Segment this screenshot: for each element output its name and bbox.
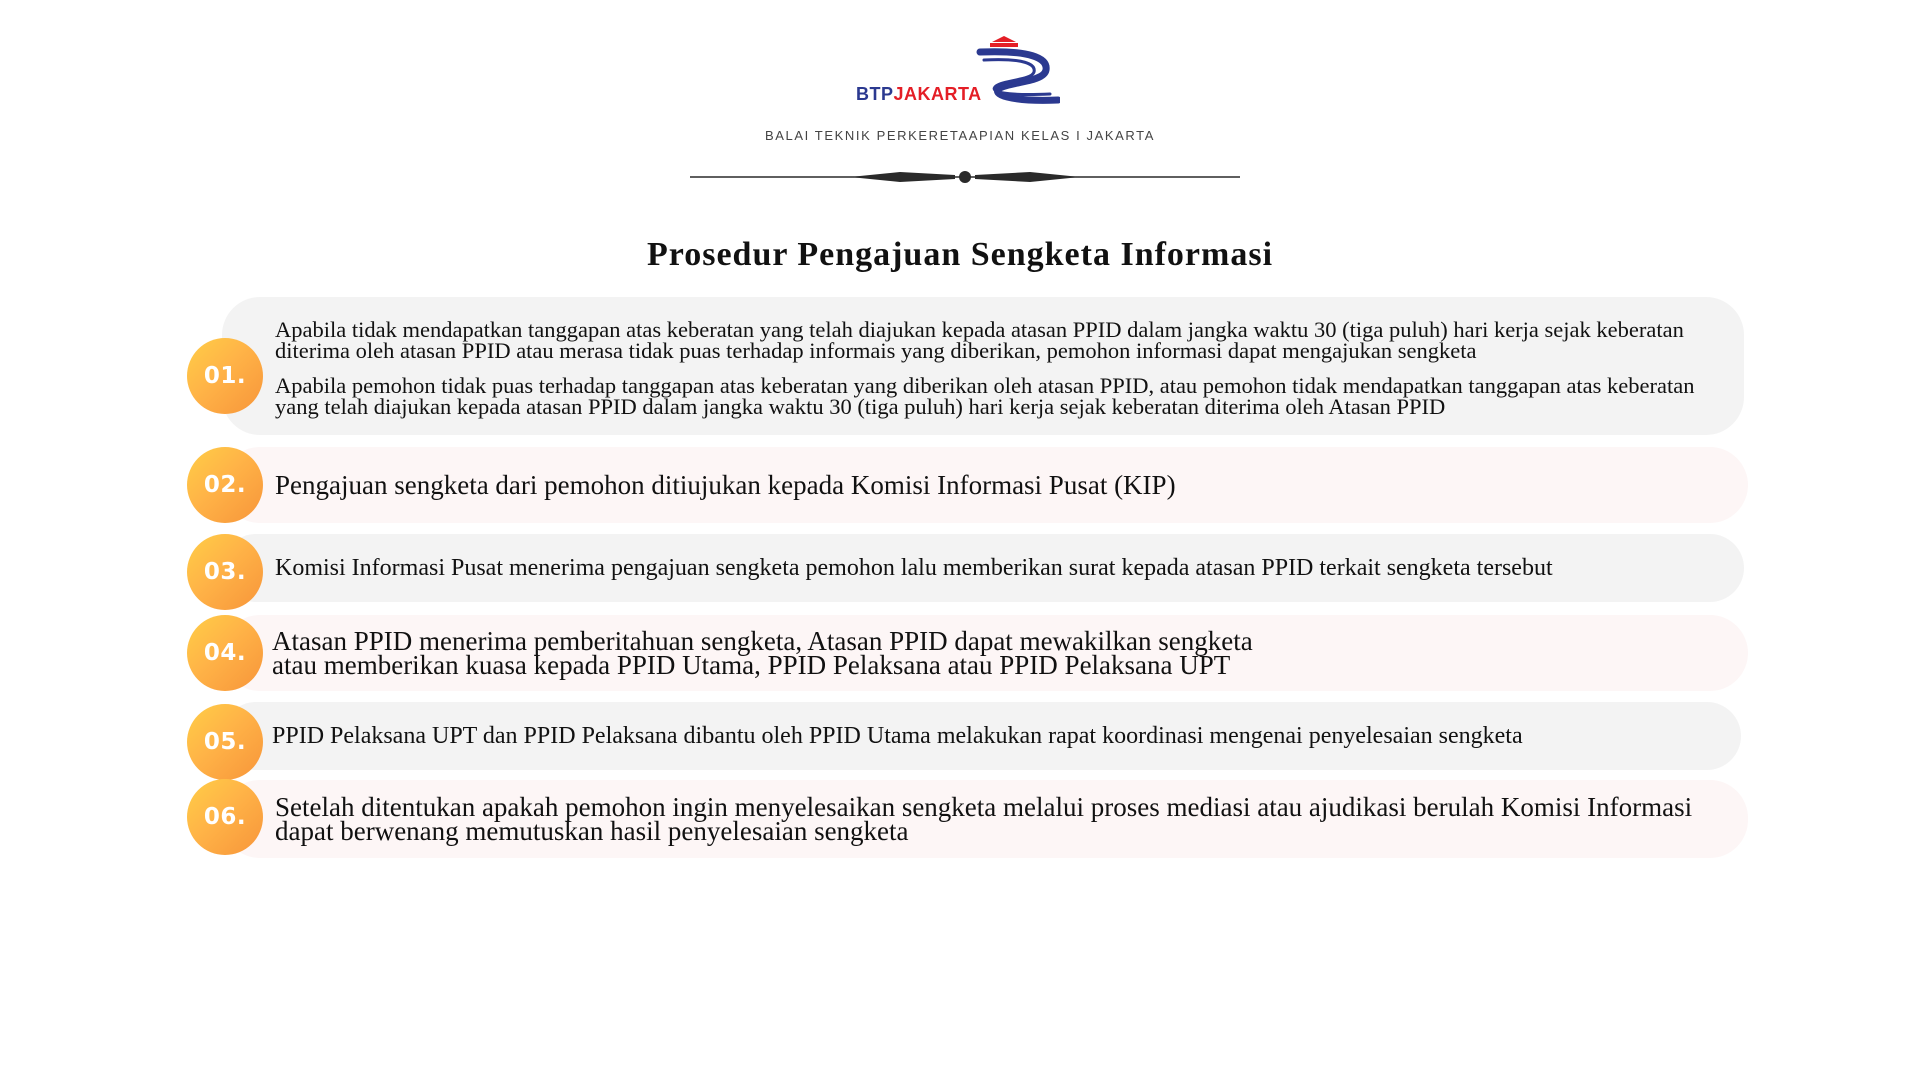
logo-suffix: JAKARTA [893, 84, 982, 104]
step-5-number-badge: 05. [187, 704, 263, 780]
step-card-5 [222, 702, 1741, 770]
step-1-paragraph-2: Apabila pemohon tidak puas terhadap tanggapan atas keberatan yang diberikan oleh atasan PPID, atau pemohon tidak mendapatkan tanggapan atas keberatan yang telah diajukan kepada atasan PPID dalam jangka waktu 30 (tiga puluh) hari kerja sejak keberatan diterima oleh Atasan PPID [275, 373, 1695, 419]
step-card-6 [222, 780, 1748, 858]
step-2-number-badge: 02. [187, 447, 263, 523]
railway-logo-icon [970, 36, 1060, 108]
page-title: Prosedur Pengajuan Sengketa Informasi [646, 236, 1274, 273]
step-1-paragraph-1: Apabila tidak mendapatkan tanggapan atas keberatan yang telah diajukan kepada atasan PPID dalam jangka waktu 30 (tiga puluh) hari kerja sejak keberatan diterima oleh atasan PPID atau merasa tidak puas terhadap informais yang diberikan, pemohon informasi dapat mengajukan sengketa [275, 317, 1684, 363]
step-1-number-badge: 01. [187, 338, 263, 414]
step-card-1 [222, 297, 1744, 435]
step-6-number-badge: 06. [187, 779, 263, 855]
step-5-text: PPID Pelaksana UPT dan PPID Pelaksana dibantu oleh PPID Utama melakukan rapat koordinasi mengenai penyelesaian sengketa [272, 723, 1523, 749]
step-4-line-1: Atasan PPID menerima pemberitahuan sengketa, Atasan PPID dapat mewakilkan sengketa [272, 626, 1253, 656]
logo-wordmark [856, 84, 982, 105]
step-3-number-badge: 03. [187, 534, 263, 610]
btp-jakarta-logo [850, 36, 1070, 116]
logo-prefix: BTP [856, 84, 894, 104]
step-card-3 [222, 534, 1744, 602]
step-card-4 [222, 615, 1748, 691]
step-3-text: Komisi Informasi Pusat menerima pengajuan sengketa pemohon lalu memberikan surat kepada atasan PPID terkait sengketa tersebut [275, 555, 1553, 581]
institution-subtitle: BALAI TEKNIK PERKERETAAPIAN KELAS I JAKARTA [764, 128, 1156, 143]
step-6-text: Setelah ditentukan apakah pemohon ingin menyelesaikan sengketa melalui proses mediasi atau ajudikasi berulah Komisi Informasi dapat berwenang memutuskan hasil penyelesaian sengketa [275, 792, 1693, 846]
ornamental-divider [690, 168, 1240, 186]
step-2-text: Pengajuan sengketa dari pemohon ditiujukan kepada Komisi Informasi Pusat (KIP) [275, 470, 1176, 500]
step-4-number-badge: 04. [187, 615, 263, 691]
step-card-2 [222, 447, 1748, 523]
step-4-line-2: atau memberikan kuasa kepada PPID Utama, PPID Pelaksana atau PPID Pelaksana UPT [272, 650, 1231, 680]
